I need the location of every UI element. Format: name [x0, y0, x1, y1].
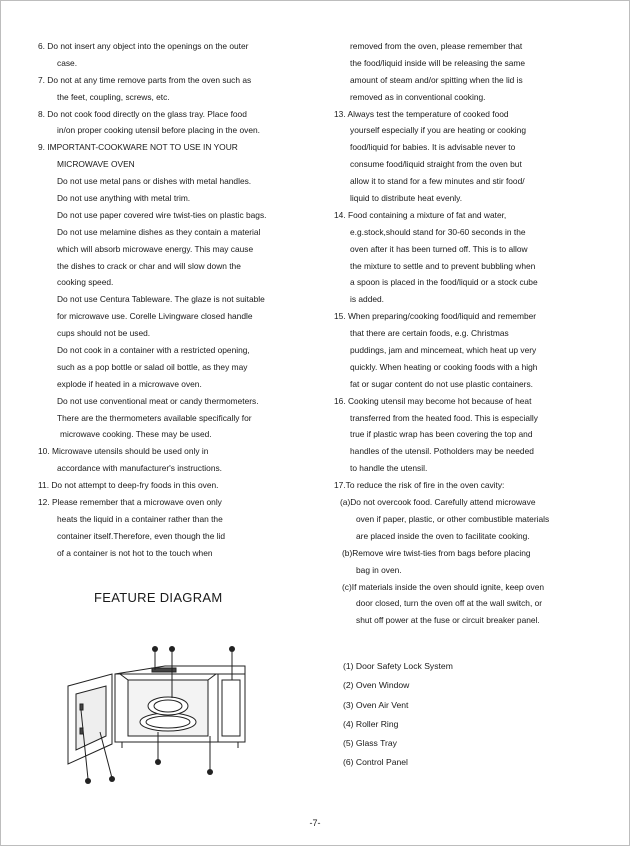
text-line: explode if heated in a microwave oven. [57, 378, 202, 389]
text-line: Do not use conventional meat or candy thermometers. [57, 395, 259, 406]
feature-legend [343, 657, 453, 773]
text-line: allow it to stand for a few minutes and stir food/ [350, 176, 525, 187]
text-line: the food/liquid inside will be releasing the same [350, 57, 526, 68]
callout-dot [85, 778, 91, 784]
text-line: accordance with manufacturer's instructions. [57, 463, 222, 474]
legend-item: (2) Oven Window [343, 680, 410, 691]
callout-dot [152, 646, 158, 652]
text-line: quickly. When heating or cooking foods with a high [350, 361, 538, 372]
left-text-column [38, 38, 328, 562]
text-line: cups should not be used. [57, 328, 151, 339]
text-line: consume food/liquid straight from the oven but [350, 159, 522, 170]
text-line: in/on proper cooking utensil before placing in the oven. [57, 125, 260, 136]
text-line: case. [57, 57, 78, 68]
text-line: for microwave use. Corelle Livingware closed handle [57, 311, 253, 322]
text-line: 6. Do not insert any object into the openings on the outer [38, 41, 249, 51]
legend-item: (6) Control Panel [343, 757, 408, 768]
text-line: 16. Cooking utensil may become hot because of heat [334, 395, 532, 406]
text-line: 7. Do not at any time remove parts from the oven such as [38, 74, 252, 85]
text-line: the feet, coupling, screws, etc. [57, 91, 170, 102]
text-line: fat or sugar content do not use plastic containers. [350, 378, 533, 389]
text-line: 8. Do not cook food directly on the glass tray. Place food [38, 108, 247, 119]
text-line: Do not use melamine dishes as they contain a material [57, 226, 261, 237]
microwave-diagram [60, 636, 250, 786]
text-line: (c)If materials inside the oven should ignite, keep oven [342, 581, 545, 592]
legend-item: (1) Door Safety Lock System [343, 661, 453, 671]
text-line: door closed, turn the oven off at the wall switch, or [356, 598, 543, 609]
text-line: microwave cooking. These may be used. [60, 429, 212, 440]
text-line: true if plastic wrap has been covering the top and [350, 429, 533, 440]
text-line: 11. Do not attempt to deep-fry foods in this oven. [38, 480, 219, 491]
right-text-column [334, 38, 606, 629]
text-line: container itself.Therefore, even though the lid [57, 530, 226, 541]
text-line: are placed inside the oven to facilitate cooking. [356, 530, 530, 541]
text-line: is added. [350, 294, 384, 305]
feature-diagram-title: FEATURE DIAGRAM [94, 590, 223, 605]
text-line: removed from the oven, please remember that [350, 41, 523, 51]
text-line: cooking speed. [57, 277, 114, 288]
text-line: oven if paper, plastic, or other combustible materials [356, 513, 550, 524]
door-safety-lock [80, 704, 83, 710]
text-line: transferred from the heated food. This is especially [350, 412, 538, 423]
text-line: a spoon is placed in the food/liquid or a stock cube [350, 277, 538, 288]
text-line: 10. Microwave utensils should be used only in [38, 446, 209, 457]
text-line: 14. Food containing a mixture of fat and water, [334, 209, 507, 220]
text-line: such as a pop bottle or salad oil bottle, as they may [57, 361, 248, 372]
text-line: MICROWAVE OVEN [57, 159, 135, 170]
text-line: There are the thermometers available specifically for [57, 412, 252, 423]
callout-dot [229, 646, 235, 652]
callout-dot [169, 646, 175, 652]
text-line: Do not use paper covered wire twist-ties on plastic bags. [57, 209, 267, 220]
text-line: that there are certain foods, e.g. Christmas [350, 328, 509, 339]
text-line: Do not use anything with metal trim. [57, 193, 191, 204]
text-line: shut off power at the fuse or circuit breaker panel. [356, 615, 540, 626]
text-line: 15. When preparing/cooking food/liquid and remember [334, 311, 537, 322]
oven-top [115, 666, 245, 674]
text-line: (a)Do not overcook food. Carefully attend microwave [340, 497, 536, 508]
page-number: -7- [309, 818, 321, 828]
text-line: 17.To reduce the risk of fire in the oven cavity: [334, 480, 505, 491]
text-line: yourself especially if you are heating or cooking [350, 125, 526, 136]
text-line: 12. Please remember that a microwave oven only [38, 497, 222, 508]
text-line: handles of the utensil. Potholders may be needed [350, 446, 534, 457]
text-line: the mixture to settle and to prevent bubbling when [350, 260, 536, 271]
text-line: removed as in conventional cooking. [350, 91, 486, 102]
text-line: which will absorb microwave energy. This may cause [57, 243, 254, 254]
text-line: Do not use Centura Tableware. The glaze is not suitable [57, 294, 265, 305]
legend-item: (4) Roller Ring [343, 718, 399, 729]
text-line: liquid to distribute heat evenly. [350, 193, 463, 204]
text-line: heats the liquid in a container rather than the [57, 513, 223, 524]
text-line: the dishes to crack or char and will slow down the [57, 260, 241, 271]
text-line: e.g.stock,should stand for 30-60 seconds in the [350, 226, 526, 237]
text-line: to handle the utensil. [350, 463, 428, 474]
text-line: (b)Remove wire twist-ties from bags before placing [342, 547, 531, 558]
text-line: oven after it has been turned off. This is to allow [350, 243, 528, 254]
callout-dot [109, 776, 115, 782]
text-line: food/liquid for babies. It is advisable never to [350, 142, 516, 153]
control-panel [222, 680, 240, 736]
legend-item: (3) Oven Air Vent [343, 699, 409, 710]
callout-dot [155, 759, 161, 765]
text-line: of a container is not hot to the touch when [57, 547, 213, 558]
text-line: Do not cook in a container with a restricted opening, [57, 345, 250, 356]
text-line: Do not use metal pans or dishes with metal handles. [57, 176, 252, 187]
text-line: puddings, jam and mincemeat, which heat up very [350, 345, 537, 356]
legend-item: (5) Glass Tray [343, 738, 397, 749]
callout-dot [207, 769, 213, 775]
text-line: 13. Always test the temperature of cooked food [334, 108, 509, 119]
text-line: amount of steam and/or spitting when the lid is [350, 74, 523, 85]
text-line: 9. IMPORTANT-COOKWARE NOT TO USE IN YOUR [38, 142, 238, 153]
text-line: bag in oven. [356, 564, 402, 575]
